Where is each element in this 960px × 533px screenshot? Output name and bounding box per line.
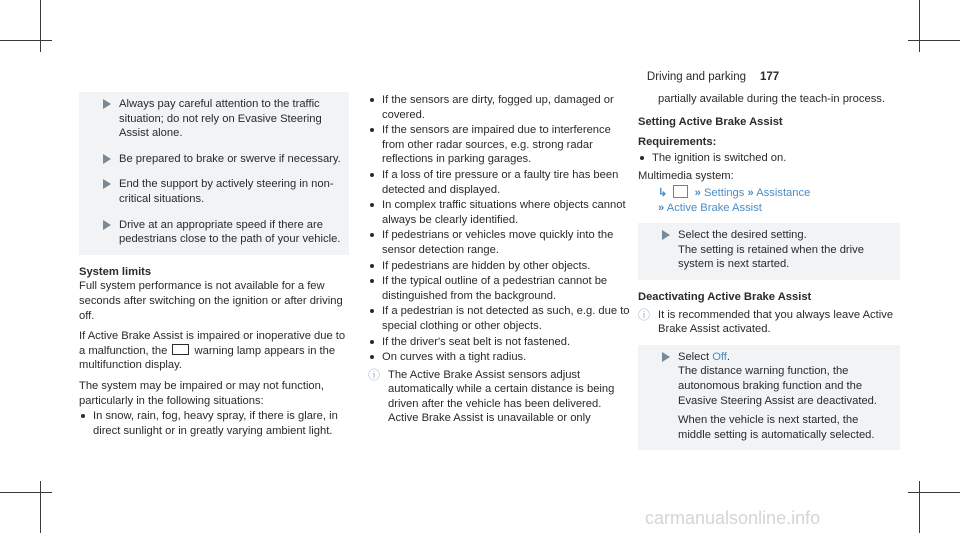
action-step: End the support by actively steering in non-critical situations. — [99, 177, 341, 206]
multimedia-label: Multimedia system: — [638, 170, 734, 183]
action-box — [638, 223, 900, 280]
option-off[interactable]: Off — [712, 350, 727, 363]
list-item: On curves with a tight radius. — [368, 350, 630, 365]
bullet-icon — [370, 173, 374, 177]
paragraph: Full system performance is not available for a few seconds after switching on the ignition or after driving off. — [79, 280, 343, 322]
bullet-icon — [370, 340, 374, 344]
action-step: Drive at an appropriate speed if there are pedestrians close to the path of your vehicle. — [99, 218, 341, 247]
paragraph-continued: partially available during the teach-in process. — [658, 93, 885, 105]
list-item: If the sensors are dirty, fogged up, damaged or covered. — [368, 93, 630, 122]
crop-mark — [919, 481, 920, 533]
crop-mark — [0, 492, 52, 493]
warning-actions-box — [79, 92, 349, 255]
bullet-icon — [370, 279, 374, 283]
list-item: If the typical outline of a pedestrian cannot be distinguished from the background. — [368, 274, 630, 303]
action-arrow-icon — [103, 99, 111, 109]
action-step: Always pay careful attention to the traffic situation; do not rely on Evasive Steering Assist alone. — [99, 97, 341, 141]
double-chevron-icon: » — [658, 201, 665, 214]
bullet-icon — [370, 203, 374, 207]
info-note: ⓘ The Active Brake Assist sensors adjust automatically while a certain distance is being driven after the vehicle has been delivered. Active Brake Assist is unavailable or only — [368, 367, 615, 425]
crop-mark — [908, 492, 960, 493]
action-arrow-icon — [103, 179, 111, 189]
action-arrow-icon — [662, 352, 670, 362]
action-arrow-icon — [103, 154, 111, 164]
list-item: If the driver's seat belt is not fastened. — [368, 335, 630, 350]
bullet-icon — [370, 309, 374, 313]
crop-mark — [40, 481, 41, 533]
crop-mark — [0, 40, 52, 41]
action-step: Be prepared to brake or swerve if necessary. — [99, 152, 341, 167]
crop-mark — [908, 40, 960, 41]
middle-column — [368, 92, 630, 426]
bullet-icon — [370, 233, 374, 237]
paragraph: If Active Brake Assist is impaired or inoperative due to a malfunction, the warning lamp appears in the multifunction display. — [79, 330, 346, 372]
list-item: If pedestrians or vehicles move quickly into the sensor detection range. — [368, 228, 630, 257]
list-item: The ignition is switched on. — [638, 151, 900, 166]
list-item: In complex traffic situations where objects cannot always be clearly identified. — [368, 198, 630, 227]
crop-mark — [40, 0, 41, 52]
info-icon: ⓘ — [638, 307, 651, 322]
home-icon — [673, 185, 688, 198]
double-chevron-icon: » — [747, 186, 754, 199]
crop-mark — [919, 0, 920, 52]
bullet-icon — [81, 414, 85, 418]
double-chevron-icon: » — [694, 186, 701, 199]
watermark: carmanualsonline.info — [645, 508, 821, 528]
list-item: If a loss of tire pressure or a faulty tire has been detected and displayed. — [368, 168, 630, 197]
bullet-icon — [640, 156, 644, 160]
action-arrow-icon — [662, 230, 670, 240]
list-item: If the sensors are impaired due to interference from other radar sources, e.g. strong radar reflections in parking garages. — [368, 123, 630, 167]
list-item: In snow, rain, fog, heavy spray, if there is glare, in direct sunlight or in greatly varying ambient light. — [79, 409, 349, 438]
action-box — [638, 345, 900, 451]
list-item: If a pedestrian is not detected as such, e.g. due to special clothing or other objects. — [368, 304, 630, 333]
bullet-icon — [370, 128, 374, 132]
action-arrow-icon — [103, 220, 111, 230]
info-note: ⓘ It is recommended that you always leave Active Brake Assist activated. — [638, 307, 894, 336]
hook-arrow-icon: ↳ — [658, 186, 668, 199]
menu-path — [638, 185, 900, 215]
menu-active-brake-assist[interactable]: Active Brake Assist — [666, 201, 762, 214]
page-number: 177 — [760, 71, 780, 83]
left-column — [79, 92, 349, 438]
requirements-heading: Requirements: — [638, 136, 717, 149]
bullet-icon — [370, 264, 374, 268]
bullet-icon — [370, 98, 374, 102]
right-column — [638, 92, 900, 460]
info-icon: ⓘ — [368, 367, 381, 382]
section-heading: Setting Active Brake Assist — [638, 115, 783, 128]
distance-warning-lamp-icon — [172, 344, 189, 355]
action-step: Select the desired setting. The setting is retained when the drive system is next started. — [658, 228, 892, 272]
action-step: Select Off. The distance warning function, the autonomous braking function and the Evasive Steering Assist are deactivated. When the vehicle is next started, the middle setting is automatically selected. — [658, 350, 892, 443]
running-header: Driving and parking — [646, 71, 746, 83]
paragraph: The system may be impaired or may not function, particularly in the following situations: — [79, 379, 324, 407]
list-item: If pedestrians are hidden by other objects. — [368, 259, 630, 274]
bullet-icon — [370, 355, 374, 359]
menu-settings[interactable]: Settings — [703, 186, 745, 199]
menu-assistance[interactable]: Assistance — [756, 186, 811, 199]
section-heading: System limits — [79, 265, 152, 278]
section-heading: Deactivating Active Brake Assist — [638, 290, 812, 303]
